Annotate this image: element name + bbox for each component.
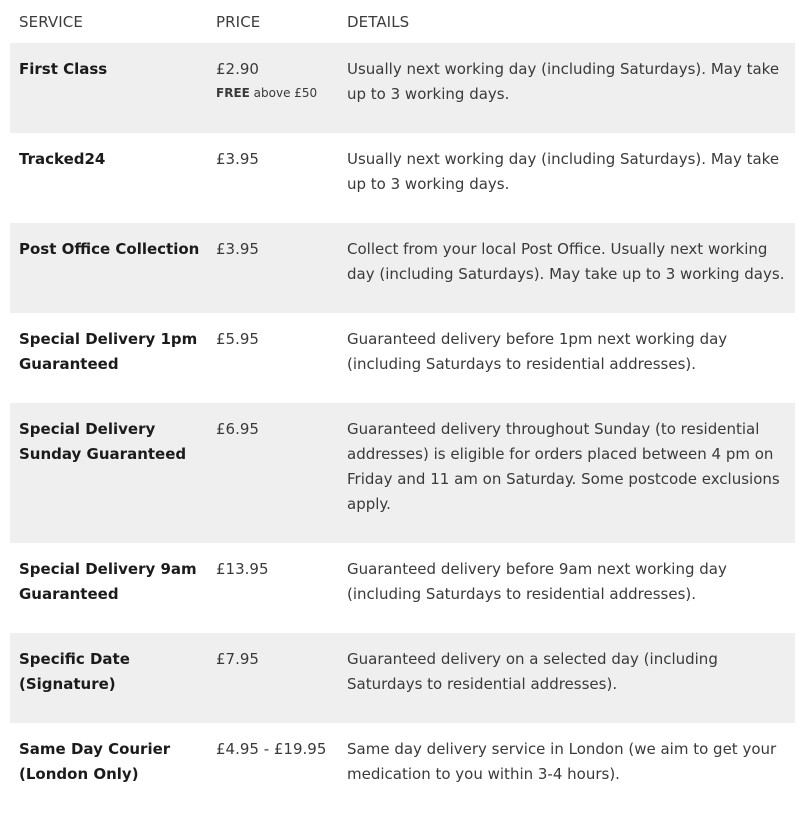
table-row-first-class — [10, 43, 795, 133]
service-details: Usually next working day (including Saturdays). May take up to 3 working days. — [347, 150, 780, 193]
service-name: Post Office Collection — [10, 223, 207, 313]
service-name: Tracked24 — [19, 150, 106, 168]
table-body — [10, 43, 795, 813]
header-price: PRICE — [216, 12, 261, 31]
price-value: £4.95 - £19.95 — [216, 740, 327, 758]
service-name: Specific Date (Signature) — [10, 633, 207, 723]
table-row-same-day-courier — [10, 723, 795, 813]
table-row-post-office-collection — [10, 223, 795, 313]
table-row-special-delivery-9am — [10, 543, 795, 633]
table-row-special-delivery-1pm — [10, 313, 795, 403]
free-shipping-note — [216, 83, 332, 103]
service-name: Special Delivery 9am Guaranteed — [19, 560, 197, 603]
service-details: Usually next working day (including Saturdays). May take up to 3 working days. — [338, 43, 795, 133]
service-name: Same Day Courier (London Only) — [19, 740, 171, 783]
delivery-options-table — [10, 0, 795, 813]
service-name: First Class — [10, 43, 207, 133]
price-value: £6.95 — [207, 403, 338, 543]
service-name: Special Delivery Sunday Guaranteed — [10, 403, 207, 543]
table-row-specific-date — [10, 633, 795, 723]
free-label: FREE — [216, 86, 250, 100]
free-condition: above £50 — [253, 86, 318, 100]
service-details: Guaranteed delivery before 9am next working day (including Saturdays to residential addresses). — [347, 560, 727, 603]
header-service: SERVICE — [19, 12, 83, 31]
price-value: £5.95 — [216, 330, 259, 348]
price-value: £3.95 — [207, 223, 338, 313]
header-details: DETAILS — [347, 12, 410, 31]
table-row-tracked24 — [10, 133, 795, 223]
service-details: Guaranteed delivery throughout Sunday (to residential addresses) is eligible for orders placed between 4 pm on Friday and 11 am on Saturday. Some postcode exclusions apply. — [338, 403, 795, 543]
price-value: £7.95 — [207, 633, 338, 723]
service-details: Collect from your local Post Office. Usually next working day (including Saturdays). May take up to 3 working days. — [338, 223, 795, 313]
price-value: £13.95 — [216, 560, 269, 578]
service-details: Guaranteed delivery on a selected day (including Saturdays to residential addresses). — [338, 633, 795, 723]
price-value: £2.90 — [216, 60, 259, 78]
price-value: £3.95 — [216, 150, 259, 168]
service-name: Special Delivery 1pm Guaranteed — [19, 330, 198, 373]
service-details: Same day delivery service in London (we aim to get your medication to you within 3-4 hours). — [347, 740, 777, 783]
table-row-special-delivery-sunday — [10, 403, 795, 543]
price-cell — [207, 43, 338, 133]
service-details: Guaranteed delivery before 1pm next working day (including Saturdays to residential addresses). — [347, 330, 728, 373]
table-header — [10, 0, 795, 43]
header-row — [10, 0, 795, 43]
